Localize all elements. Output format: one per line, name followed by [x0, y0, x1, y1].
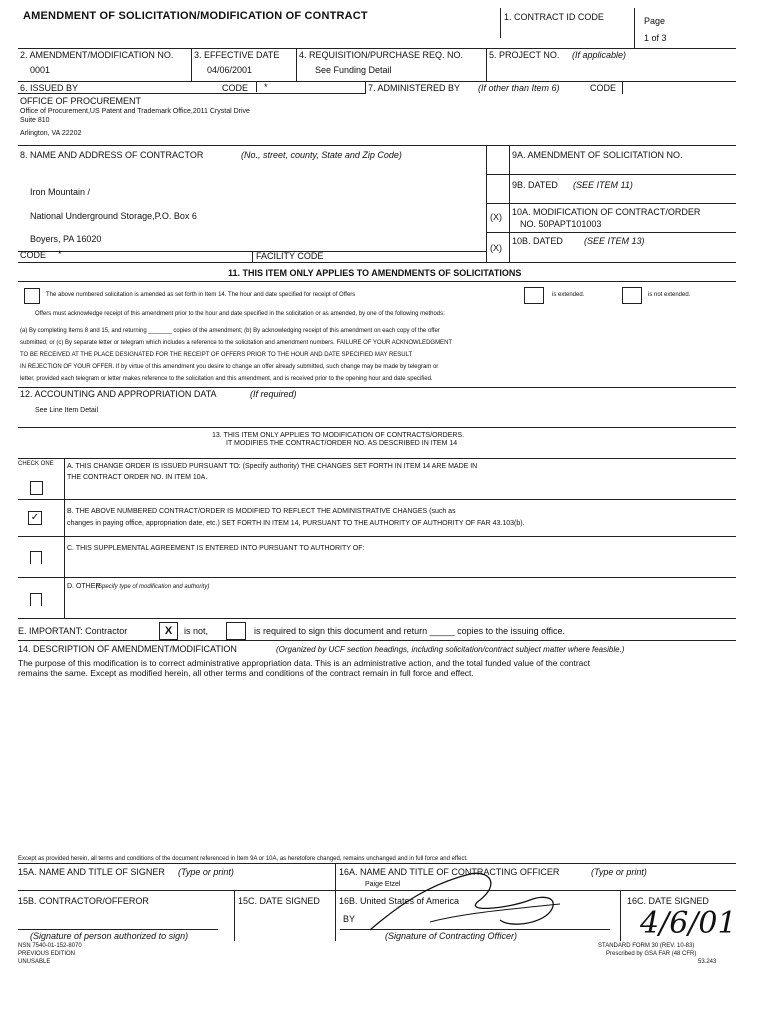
item13-title2: IT MODIFIES THE CONTRACT/ORDER NO. AS DESCRIBED IN ITEM 14: [226, 440, 458, 447]
page-label: Page: [644, 16, 666, 26]
item10a-value: NO. 50PAPT101003: [520, 219, 602, 229]
issued-by-label: 6. ISSUED BY: [20, 83, 79, 93]
item13-c1: C. THIS SUPPLEMENTAL AGREEMENT IS ENTERED INTO PURSUANT TO AUTHORITY OF:: [67, 545, 365, 552]
office-line3: Suite 810: [20, 117, 50, 124]
important-rest: is required to sign this document and return _____ copies to the issuing office.: [254, 626, 566, 636]
item11-title: 11. THIS ITEM ONLY APPLIES TO AMENDMENTS OF SOLICITATIONS: [228, 268, 522, 278]
item13-b2: changes in paying office, appropriation date, etc.) SET FORTH IN ITEM 14, PURSUANT TO THE AUTHORITY OF AUTHORITY OF FAR 43.103(b).: [67, 520, 525, 527]
facility-code-label: FACILITY CODE: [256, 251, 324, 261]
issued-code-label: CODE: [222, 83, 249, 93]
item10a-label: 10A. MODIFICATION OF CONTRACT/ORDER: [512, 207, 701, 217]
check-one-label: CHECK ONE: [18, 461, 54, 467]
item10b-mark: (X): [490, 243, 502, 253]
not-extended-label: is not extended.: [648, 292, 691, 298]
issued-code-value: *: [264, 82, 268, 92]
item11-line4: submitted; or (c) By separate letter or telegram which includes a reference to the solicitation and amendment numbers. FAILURE OF YOUR ACKNOWLEDGMENT: [20, 340, 453, 346]
not-extended-checkbox[interactable]: [622, 287, 642, 304]
item11-line6: IN REJECTION OF YOUR OFFER. If by virtue of this amendment you desire to change an offer already submitted, such change may be made by telegram or: [20, 364, 439, 370]
item13-title1: 13. THIS ITEM ONLY APPLIES TO MODIFICATION OF CONTRACTS/ORDERS.: [212, 432, 465, 439]
item13-d-note: (Specify type of modification and authority): [96, 584, 210, 590]
far-number: 53.243: [698, 959, 717, 965]
item13-b1: B. THE ABOVE NUMBERED CONTRACT/ORDER IS MODIFIED TO REFLECT THE ADMINISTRATIVE CHANGES (such as: [67, 508, 456, 515]
item13-a2: THE CONTRACT ORDER NO. IN ITEM 10A.: [67, 474, 208, 481]
office-line2: Office of Procurement,US Patent and Trademark Office,2011 Crystal Drive: [20, 108, 250, 115]
prev-edition-1: PREVIOUS EDITION: [18, 951, 76, 957]
contractor-note: (No., street, county, State and Zip Code): [241, 150, 402, 160]
l15a-note: (Type or print): [178, 867, 234, 877]
requisition-label: 4. REQUISITION/PURCHASE REQ. NO.: [299, 50, 464, 60]
extended-checkbox[interactable]: [524, 287, 544, 304]
contractor-label: 8. NAME AND ADDRESS OF CONTRACTOR: [20, 150, 204, 160]
l15a-label: 15A. NAME AND TITLE OF SIGNER: [18, 867, 165, 877]
item13-a1: A. THIS CHANGE ORDER IS ISSUED PURSUANT TO: (Specify authority) THE CHANGES SET FORTH IN ITEM 14 ARE MADE IN: [67, 463, 478, 470]
l16c-label: 16C. DATE SIGNED: [627, 896, 709, 906]
contract-id-label: 1. CONTRACT ID CODE: [504, 12, 604, 22]
item14-body2: remains the same. Except as modified herein, all other terms and conditions of the contract remain in full force and effect.: [18, 668, 474, 678]
requisition-value: See Funding Detail: [315, 65, 392, 75]
l15c-label: 15C. DATE SIGNED: [238, 896, 320, 906]
option-d-checkbox[interactable]: [30, 593, 42, 606]
is-checkbox[interactable]: [226, 622, 246, 640]
form-title: AMENDMENT OF SOLICITATION/MODIFICATION OF CONTRACT: [23, 10, 368, 22]
item13-d1: D. OTHER: [67, 583, 101, 590]
l15b-label: 15B. CONTRACTOR/OFFEROR: [18, 896, 149, 906]
item10b-note: (SEE ITEM 13): [584, 236, 645, 246]
by-label: BY: [343, 914, 356, 924]
item12-value: See Line Item Detail: [35, 407, 99, 414]
item9a-label: 9A. AMENDMENT OF SOLICITATION NO.: [512, 150, 683, 160]
item14-label: 14. DESCRIPTION OF AMENDMENT/MODIFICATION: [18, 644, 237, 654]
l16a-note: (Type or print): [591, 867, 647, 877]
sig-co-label: (Signature of Contracting Officer): [385, 931, 518, 941]
contracting-officer-signature: [360, 864, 600, 936]
item9b-note: (SEE ITEM 11): [573, 180, 633, 190]
page-value: 1 of 3: [644, 33, 667, 43]
amendment-no-label: 2. AMENDMENT/MODIFICATION NO.: [20, 50, 174, 60]
administered-by-note: (If other than Item 6): [478, 83, 560, 93]
contractor-code-label: CODE: [20, 250, 47, 260]
is-not-checkbox[interactable]: X: [159, 622, 178, 640]
item10a-mark: (X): [490, 212, 502, 222]
prev-edition-2: UNUSABLE: [18, 959, 51, 965]
co-name: Paige Etzel: [365, 881, 401, 888]
item9b-label: 9B. DATED: [512, 180, 558, 190]
except-line: Except as provided herein, all terms and conditions of the document referenced in Item 9A or 10A, as heretofore changed, remains unchanged and in full force and effect.: [18, 856, 468, 862]
item12-label: 12. ACCOUNTING AND APPROPRIATION DATA: [20, 389, 217, 399]
option-b-checkbox[interactable]: ✓: [28, 511, 42, 525]
office-line4: Arlington, VA 22202: [20, 130, 82, 137]
contractor-code-value: *: [58, 249, 62, 259]
l16b-label: 16B. United States of America: [339, 896, 460, 906]
item12-note: (If required): [250, 389, 297, 399]
item11-line3: (a) By completing Items 8 and 15, and returning _______ copies of the amendment; (b) By acknowledging receipt of this amendment on each copy of the offer: [20, 328, 440, 334]
sig-person-label: (Signature of person authorized to sign): [30, 931, 189, 941]
l16a-label: 16A. NAME AND TITLE OF CONTRACTING OFFICER: [339, 867, 560, 877]
contractor-address: National Underground Storage,P.O. Box 6: [30, 211, 197, 221]
project-no-label: 5. PROJECT NO.: [489, 50, 560, 60]
nsn-label: NSN 7540-01-152-8070: [18, 943, 82, 949]
date-signed-handwritten: 4/6/01: [640, 906, 737, 941]
prescribed-by: Prescribed by GSA FAR (48 CFR): [606, 951, 697, 957]
admin-code-label: CODE: [590, 83, 617, 93]
standard-form: STANDARD FORM 30 (REV. 10-83): [598, 943, 695, 949]
item11-line1: The above numbered solicitation is amended as set forth in Item 14. The hour and date specified for receipt of Offers: [46, 292, 356, 298]
item11-checkbox[interactable]: [24, 288, 40, 304]
item14-note: (Organized by UCF section headings, including solicitation/contract subject matter where feasible.): [276, 645, 625, 654]
item11-line5: TO BE RECEIVED AT THE PLACE DESIGNATED FOR THE RECEIPT OF OFFERS PRIOR TO THE HOUR AND DATE SPECIFIED MAY RESULT: [20, 352, 413, 358]
office-line1: OFFICE OF PROCUREMENT: [20, 96, 141, 106]
contractor-city: Boyers, PA 16020: [30, 234, 102, 244]
important-label: E. IMPORTANT: Contractor: [18, 626, 128, 636]
amendment-no-value: 0001: [30, 65, 51, 75]
item11-line2: Offers must acknowledge receipt of this amendment prior to the hour and date specified in the solicitation or as amended, by one of the following methods:: [35, 311, 445, 317]
project-no-note: (If applicable): [572, 50, 627, 60]
administered-by-label: 7. ADMINISTERED BY: [368, 83, 461, 93]
effective-date-value: 04/06/2001: [207, 65, 253, 75]
item10b-label: 10B. DATED: [512, 236, 563, 246]
option-a-checkbox[interactable]: [30, 481, 43, 495]
item11-line7: letter, provided each telegram or letter makes reference to the solicitation and this amendment, and is received prior to the opening hour and date specified.: [20, 376, 433, 382]
is-not-label: is not,: [184, 626, 209, 636]
extended-label: is extended.: [552, 292, 585, 298]
item14-body1: The purpose of this modification is to correct administrative appropriation data. This is an administrative action, and the total funded value of the contract: [18, 658, 591, 668]
contractor-name: Iron Mountain /: [30, 187, 91, 197]
option-c-checkbox[interactable]: [30, 551, 42, 564]
effective-date-label: 3. EFFECTIVE DATE: [194, 50, 280, 60]
